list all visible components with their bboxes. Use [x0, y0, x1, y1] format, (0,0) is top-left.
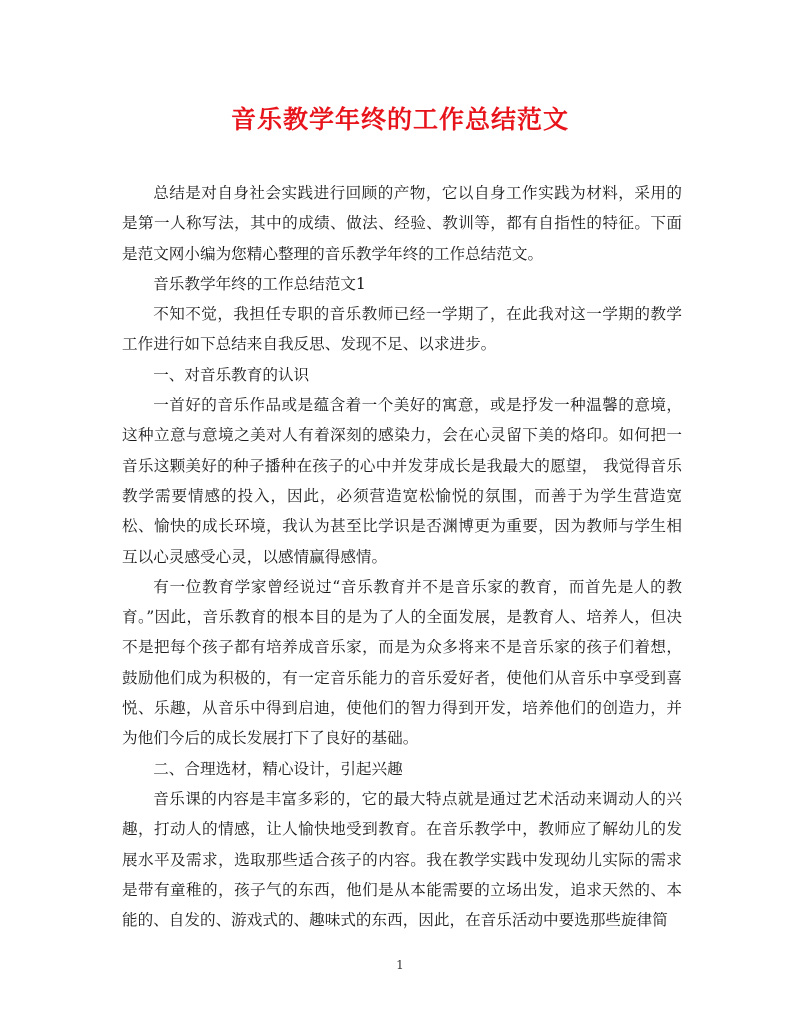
paragraph-opening: 不知不觉，我担任专职的音乐教师已经一学期了，在此我对这一学期的教学工作进行如下总结来自我反思、发现不足、以求进步。 — [122, 305, 682, 354]
section-heading-1: 一、对音乐教育的认识 — [153, 365, 310, 384]
paragraph-section-1b: 有一位教育学家曾经说过“音乐教育并不是音乐家的教育，而首先是人的教育。”因此，音乐教育的根本目的是为了人的全面发展，是教育人、培养人，但决不是把每个孩子都有培养成音乐家，而是为众多将来不是音乐家的孩子们着想，鼓励他们成为积极的，有一定音乐能力的音乐爱好者，使他们从音乐中享受到喜悦、乐趣，从音乐中得到启迪，使他们的智力得到开发，培养他们的创造力，并为他们今后的成长发展打下了良好的基础。 — [122, 577, 682, 748]
paragraph-section-2a: 音乐课的内容是丰富多彩的，它的最大特点就是通过艺术活动来调动人的兴趣，打动人的情感，让人愉快地受到教育。在音乐教学中，教师应了解幼儿的发展水平及需求，选取那些适合孩子的内容。我在教学实践中发现幼儿实际的需求是带有童稚的，孩子气的东西，他们是从本能需要的立场出发，追求天然的、本能的、自发的、游戏式的、趣味式的东西，因此，在音乐活动中要选那些旋律简 — [122, 789, 682, 930]
document-body — [122, 178, 682, 935]
page-number: 1 — [396, 958, 404, 972]
paragraph-intro: 总结是对自身社会实践进行回顾的产物，它以自身工作实践为材料，采用的是第一人称写法，其中的成绩、做法、经验、教训等，都有自指性的特征。下面是范文网小编为您精心整理的音乐教学年终的工作总结范文。 — [122, 184, 682, 263]
paragraph-subtitle: 音乐教学年终的工作总结范文1 — [153, 274, 366, 293]
section-heading-2: 二、合理选材，精心设计，引起兴趣 — [153, 759, 403, 778]
paragraph-section-1a: 一首好的音乐作品或是蕴含着一个美好的寓意，或是抒发一种温馨的意境，这种立意与意境之美对人有着深刻的感染力，会在心灵留下美的烙印。如何把一音乐这颗美好的种子播种在孩子的心中并发芽成长是我最大的愿望， 我觉得音乐教学需要情感的投入，因此，必须营造宽松愉悦的氛围，而善于为学生营造宽松、愉快的成长环境，我认为甚至比学识是否渊博更为重要，因为教师与学生相互以心灵感受心灵，以感情赢得感情。 — [122, 396, 682, 566]
document-title: 音乐教学年终的工作总结范文 — [230, 105, 569, 134]
